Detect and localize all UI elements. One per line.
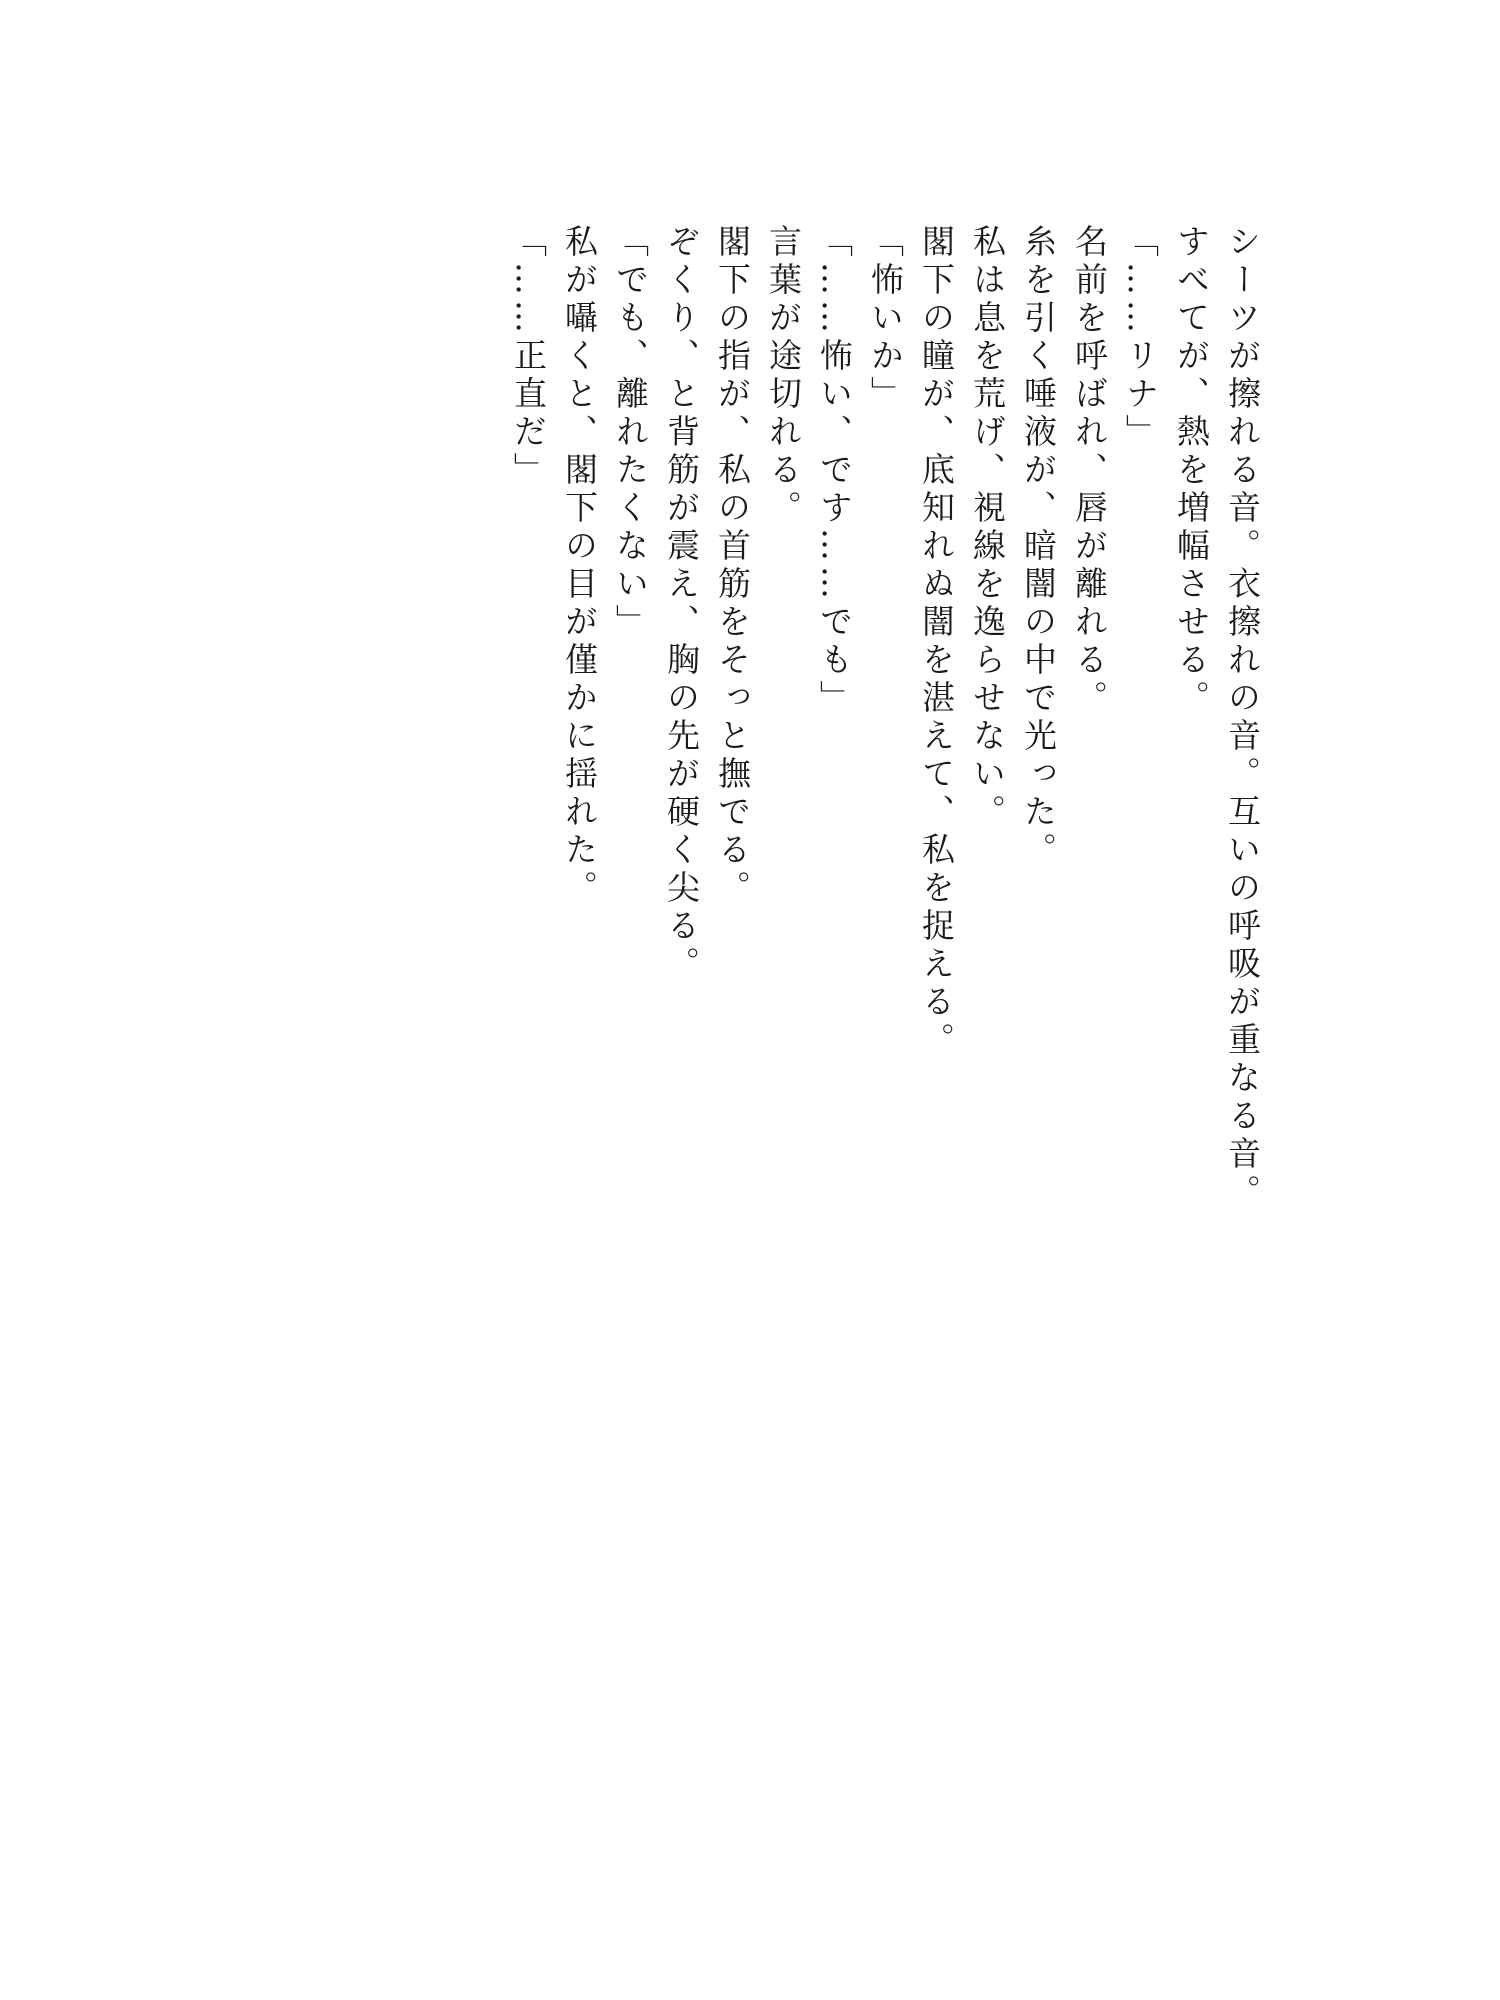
dialogue-line: 「怖いか」 <box>866 224 905 414</box>
dialogue-line: 「でも、離れたくない」 <box>611 224 650 642</box>
text-line: 名前を呼ばれ、唇が離れる。 <box>1070 224 1109 718</box>
text-line: 糸を引く唾液が、暗闇の中で光った。 <box>1019 224 1058 870</box>
text-line: 閣下の瞳が、底知れぬ闇を湛えて、私を捉える。 <box>917 224 956 1060</box>
vertical-text-body <box>503 224 1268 1212</box>
text-line: 私が囁くと、閣下の目が僅かに揺れた。 <box>560 224 599 908</box>
text-line: 私は息を荒げ、視線を逸らせない。 <box>968 224 1007 832</box>
dialogue-line: 「……怖い、です……でも」 <box>815 224 854 718</box>
text-line: シーツが擦れる音。衣擦れの音。互いの呼吸が重なる音。 <box>1223 224 1262 1212</box>
text-line: 閣下の指が、私の首筋をそっと撫でる。 <box>713 224 752 908</box>
text-line: 言葉が途切れる。 <box>764 224 803 528</box>
text-line: ぞくり、と背筋が震え、胸の先が硬く尖る。 <box>662 224 701 984</box>
dialogue-line: 「……リナ」 <box>1121 224 1160 452</box>
text-line: すべてが、熱を増幅させる。 <box>1172 224 1211 718</box>
dialogue-line: 「……正直だ」 <box>509 224 548 490</box>
